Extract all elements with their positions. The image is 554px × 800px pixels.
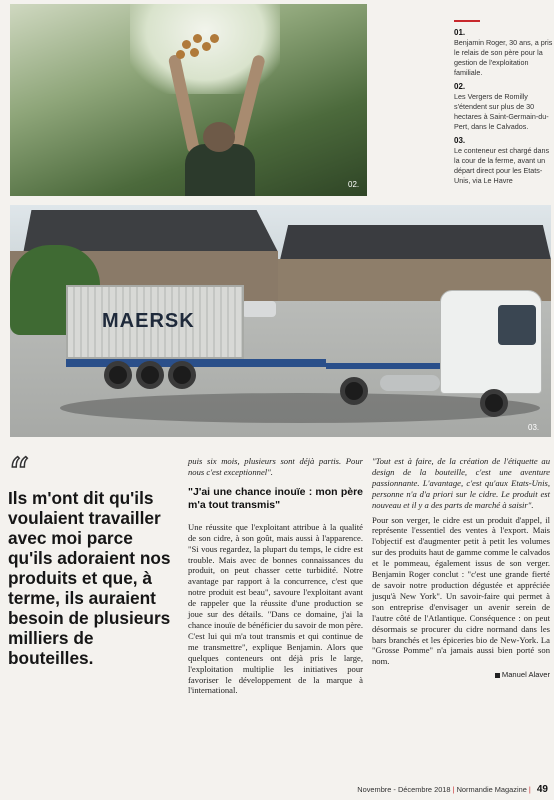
caption-number: 03. (454, 136, 466, 145)
truck-windshield (498, 305, 536, 345)
caption-text: Le conteneur est chargé dans la cour de la ferme, avant un départ direct pour les Etats-Unis, via Le Havre (454, 146, 550, 185)
article-column-1 (188, 456, 363, 696)
apple (193, 34, 202, 43)
trailer-chassis (66, 359, 326, 367)
photo-number-label: 03. (528, 423, 540, 432)
photo-orchard-man (10, 4, 367, 196)
article-subheading: "J'ai une chance inouïe : mon père m'a tout transmis" (188, 485, 363, 511)
wheel (480, 389, 508, 417)
article-paragraph: Pour son verger, le cidre est un produit d'appel, il représente l'essentiel des ventes à l'export. Mais l'objectif est d'augmenter petit à petit les volumes sur des produits haut de gamme comme le calvados et le pommeau, également issus de son verger. Benjamin Roger conclut : "c'est une grande fierté de savoir notre production dégustée et appréciée jusqu'à New York". Un savoir-faire qui permet à son entreprise d'envisager un avenir serein de l'autre côté de l'Atlantique. Conséquence : on peut désormais se procurer du cidre normand dans les bars branchés et les épiceries bio de New-York. La "Grosse Pomme" n'a jamais aussi bien porté son nom. (372, 514, 550, 667)
wheel (136, 361, 164, 389)
footer-separator: | (528, 785, 531, 794)
caption-text: Les Vergers de Romilly s'étendent sur plus de 30 hectares à Saint-Germain-du-Pert, dans le Calvados. (454, 92, 549, 131)
wheel (340, 377, 368, 405)
footer-separator: | (452, 785, 455, 794)
pull-quote: Ils m'ont dit qu'ils voulaient travailler avec moi parce qu'ils adoraient nos produits et que, à terme, ils auraient besoin de plusieurs milliers de bouteilles. (8, 488, 171, 668)
article-paragraph: Une réussite que l'exploitant attribue à la qualité de son cidre, à son goût, mais aussi à l'apparence. "Si vous regardez, la plupart du temps, le cidre est trouble. Mais avec de bonnes connaissances du produit, on peut chasser cette turbidité. Notre avantage par rapport à la concurrence, c'est que notre produit est beau", savoure l'exploitant avant de rappeler que la réussite d'une production se joue sur des détails. "Dans ce domaine, j'ai la chance inouïe de bénéficier du savoir de mon père. C'est lui qui m'a tout transmis et qui continue de me transmettre", explique Benjamin. Alors que quelques conteneurs ont déjà pris le large, l'exploitation multiplie les initiatives pour favoriser le développement de la marque à l'international. (188, 521, 363, 696)
caption-text: Benjamin Roger, 30 ans, a pris le relais de son père pour la gestion de l'exploitation familiale. (454, 38, 553, 77)
apple (182, 40, 191, 49)
container-brand-text: MAERSK (102, 310, 195, 332)
apple (210, 34, 219, 43)
page-footer (330, 784, 548, 795)
apple (190, 48, 199, 57)
magazine-name: Normandie Magazine (456, 785, 527, 794)
author-name: Manuel Alaver (501, 670, 550, 680)
apple (176, 50, 185, 59)
truck-shadow (60, 393, 540, 423)
photo-number-label: 02. (348, 180, 360, 189)
farm-roof (280, 225, 551, 260)
photo-truck-container (10, 205, 551, 437)
caption-number: 02. (454, 82, 466, 91)
wheel (104, 361, 132, 389)
issue-date: Novembre - Décembre 2018 (357, 785, 451, 794)
page-number: 49 (536, 784, 548, 795)
photo-man-head (203, 122, 235, 152)
article-paragraph: "Tout est à faire, de la création de l'étiquette au design de la bouteille, c'est une aventure passionnante. L'avantage, c'est qu'aux Etats-Unis, personne n'a d'a priori sur le cidre. Le produit est nouveau et il y a des parts de marché à saisir". (372, 456, 550, 510)
photo-captions (454, 20, 554, 186)
trailer-chassis (326, 363, 456, 369)
article-paragraph: puis six mois, plusieurs sont déjà partis. Pour nous c'est exceptionnel". (188, 456, 363, 477)
caption-number: 01. (454, 28, 466, 37)
fuel-tank (380, 375, 440, 391)
article-column-2 (372, 456, 550, 681)
quote-mark-icon: “ (8, 449, 30, 498)
apple (202, 42, 211, 51)
caption-accent-bar (454, 20, 480, 22)
parked-car (242, 301, 276, 317)
signature-square-icon (495, 673, 500, 678)
wheel (168, 361, 196, 389)
article-signature (372, 670, 550, 681)
